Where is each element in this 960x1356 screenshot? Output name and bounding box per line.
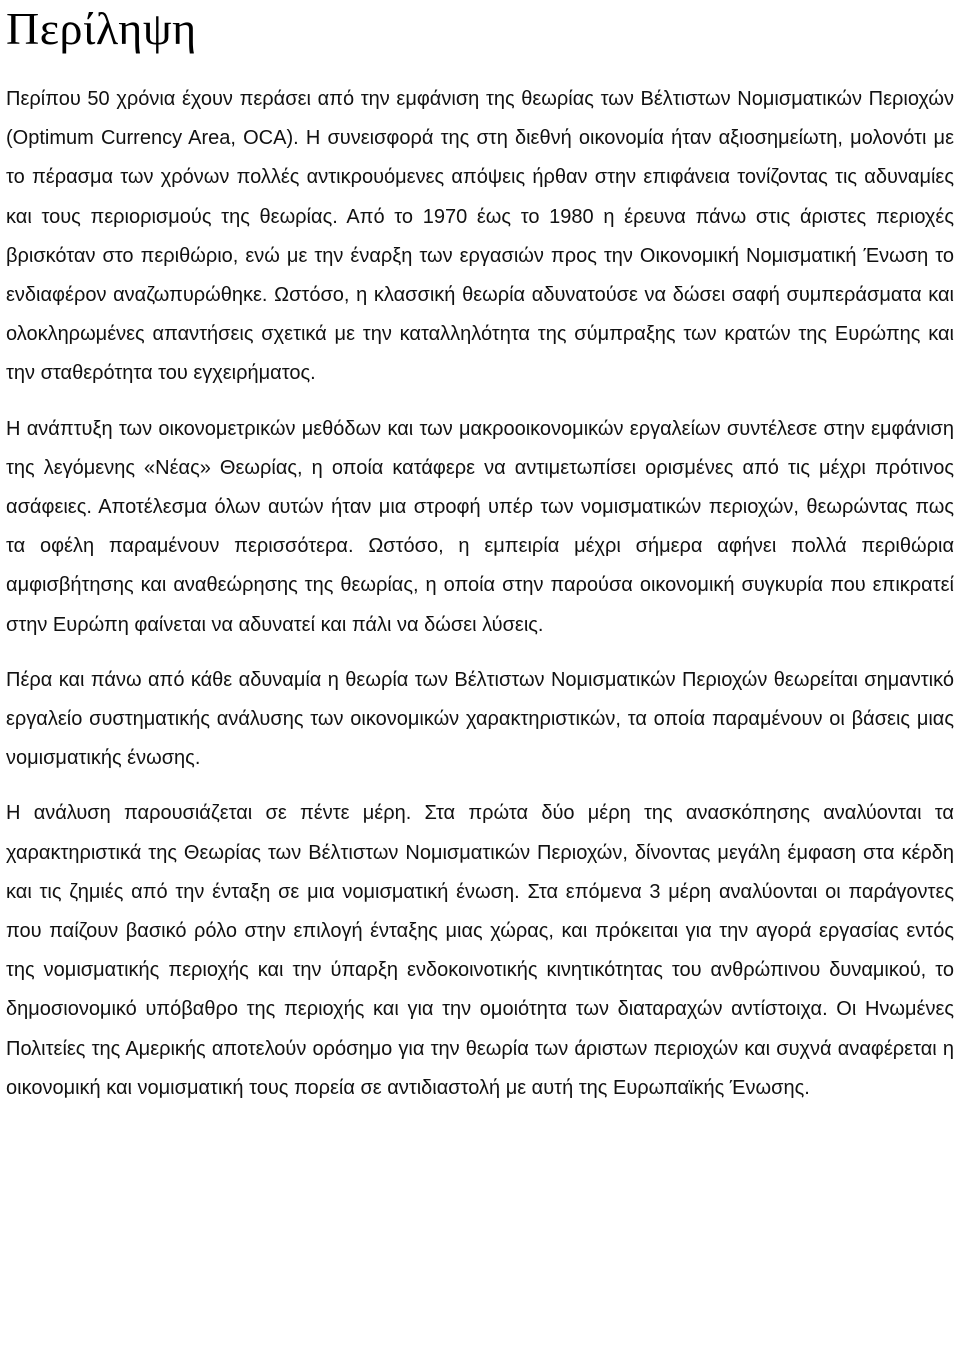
paragraph-3: Πέρα και πάνω από κάθε αδυναμία η θεωρία των Βέλτιστων Νομισματικών Περιοχών θεωρείται σημαντικό εργαλείο συστηματικής ανάλυσης των οικονομικών χαρακτηριστικών, τα οποία παραμένουν οι βάσεις μιας νομισματικής ένωσης. xyxy=(6,668,954,770)
paragraph-2: Η ανάπτυξη των οικονομετρικών μεθόδων και των μακροοικονομικών εργαλείων συντέλεσε στην εμφάνιση της λεγόμενης «Νέας» Θεωρίας, η οποία κατάφερε να αντιμετωπίσει ορισμένες από τις μέχρι πρότινος ασάφειες. Αποτέλεσμα όλων αυτών ήταν μια στροφή υπέρ των νομισματικών περιοχών, θεωρώντας πως τα οφέλη παραμένουν περισσότερα. Ωστόσο, η εμπειρία μέχρι σήμερα αφήνει πολλά περιθώρια αμφισβήτησης και αναθεώρησης της θεωρίας, η οποία στην παρούσα οικονομική συγκυρία που επικρατεί στην Ευρώπη φαίνεται να αδυνατεί και πάλι να δώσει λύσεις. xyxy=(6,417,954,636)
page-title: Περίληψη xyxy=(6,3,197,54)
paragraph-4: Η ανάλυση παρουσιάζεται σε πέντε μέρη. Στα πρώτα δύο μέρη της ανασκόπησης αναλύονται τα χαρακτηριστικά της Θεωρίας των Βέλτιστων Νομισματικών Περιοχών, δίνοντας μεγάλη έμφαση στα κέρδη και τις ζημιές από την ένταξη σε μια νομισματική ένωση. Στα επόμενα 3 μέρη αναλύονται οι παράγοντες που παίζουν βασικό ρόλο στην επιλογή ένταξης μιας χώρας, και πρόκειται για την αγορά εργασίας εντός της νομισματικής περιοχής και την ύπαρξη ενδοκοινοτικής κινητικότητας του ανθρώπινου δυναμικού, το δημοσιονομικό υπόβαθρο της περιοχής και για την ομοιότητα των διαταραχών αντίστοιχα. Οι Ηνωμένες Πολιτείες της Αμερικής αποτελούν ορόσημο για την θεωρία των άριστων περιοχών και συχνά αναφέρεται η οικονομική και νομισματική τους πορεία σε αντιδιαστολή με αυτή της Ευρωπαϊκής Ένωσης. xyxy=(6,802,954,1099)
paragraph-1: Περίπου 50 χρόνια έχουν περάσει από την εμφάνιση της θεωρίας των Βέλτιστων Νομισματικών Περιοχών (Optimum Currency Area, OCA). Η συνεισφορά της στη διεθνή οικονομία ήταν αξιοσημείωτη, μολονότι με το πέρασμα των χρόνων πολλές αντικρουόμενες απόψεις ήρθαν στην επιφάνεια τονίζοντας τις αδυναμίες και τους περιορισμούς της θεωρίας. Από το 1970 έως το 1980 η έρευνα πάνω στις άριστες περιοχές βρισκόταν στο περιθώριο, ενώ με την έναρξη των εργασιών προς την Οικονομική Νομισματική Ένωση το ενδιαφέρον αναζωπυρώθηκε. Ωστόσο, η κλασσική θεωρία αδυνατούσε να δώσει σαφή συμπεράσματα και ολοκληρωμένες απαντήσεις σχετικά με την καταλληλότητα της σύμπραξης των κρατών της Ευρώπης και την σταθερότητα του εγχειρήματος. xyxy=(6,88,954,385)
